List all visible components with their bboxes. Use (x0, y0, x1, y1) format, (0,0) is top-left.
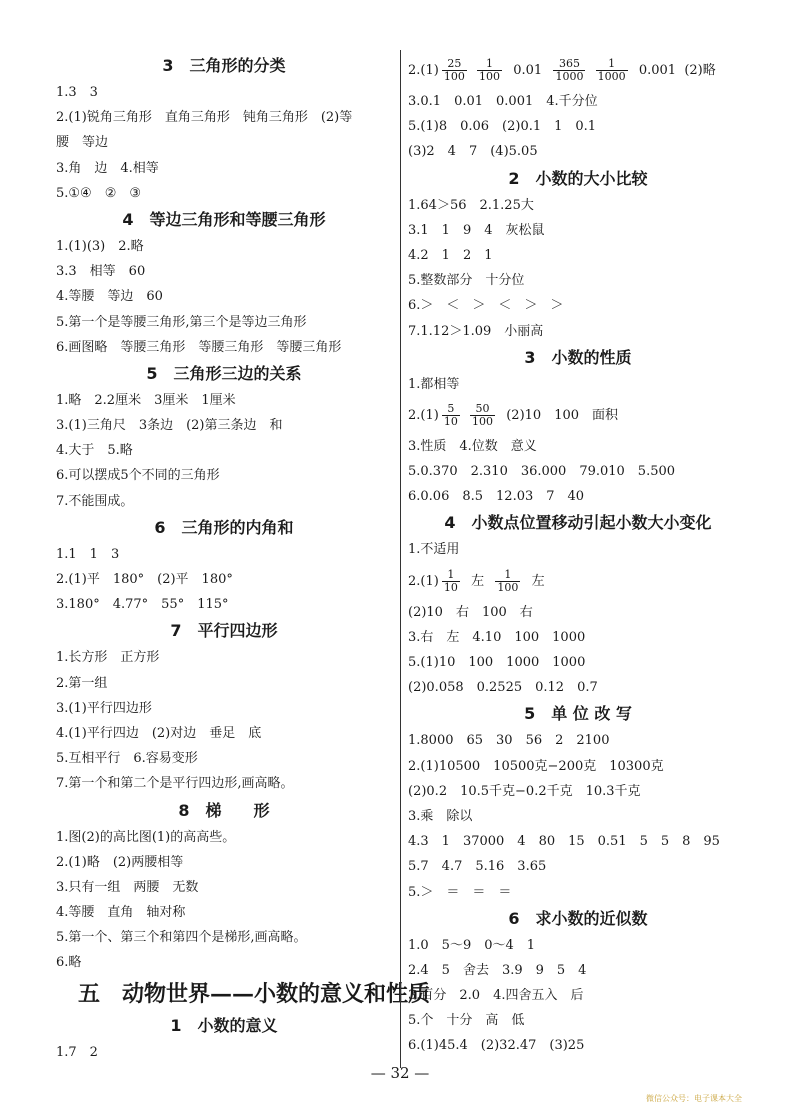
answer-line: 1.都相等 (408, 376, 460, 392)
answer-line: 4.等腰 直角 轴对称 (56, 905, 186, 921)
answer-line: 5.0.370 2.310 36.000 79.010 5.500 (408, 464, 676, 480)
answer-line: 3.3 相等 60 (56, 264, 146, 280)
answer-line: 1.略 2.2厘米 3厘米 1厘米 (56, 392, 236, 408)
answer-text (588, 63, 592, 78)
fraction-numerator: 50 (470, 403, 495, 416)
answer-line: 6.＞ ＜ ＞ ＜ ＞ ＞ (408, 298, 564, 314)
section-title: 8 梯 形 (178, 800, 270, 820)
answer-line: 4.大于 5.略 (56, 443, 133, 459)
answer-line: 7.第一个和第二个是平行四边形,画高略。 (56, 776, 294, 792)
answer-line: 5.①④ ② ③ (56, 185, 142, 201)
answer-line: 2.(1)10500 10500克−200克 10300克 (408, 758, 664, 774)
answer-line: 5.整数部分 十分位 (408, 273, 525, 289)
answer-line: 1.1 1 3 (56, 546, 120, 562)
answer-text: 0.001 (2)略 (630, 63, 716, 78)
answer-line: 3.180° 4.77° 55° 115° (56, 597, 229, 613)
answer-line: (3)2 4 7 (4)5.05 (408, 144, 538, 160)
answer-line: 7.不能围成。 (56, 493, 134, 509)
answer-text: 2.(1) (408, 573, 439, 589)
answer-line: (2)0.058 0.2525 0.12 0.7 (408, 680, 598, 696)
section-title: 2 小数的大小比较 (508, 168, 648, 188)
fraction-denominator: 100 (443, 70, 465, 83)
answer-text: 左 (523, 573, 545, 589)
answer-line: 6.画图略 等腰三角形 等腰三角形 等腰三角形 (56, 339, 342, 355)
unit-title: 五 动物世界——小数的意义和性质 (78, 980, 431, 1007)
section-title: 3 小数的性质 (524, 347, 632, 367)
answer-line: 1.不适用 (408, 542, 460, 558)
answer-line: 5.第一个、第三个和第四个是梯形,画高略。 (56, 930, 307, 946)
answer-line: 5.7 4.7 5.16 3.65 (408, 859, 547, 875)
section-title: 6 三角形的内角和 (154, 517, 294, 537)
section-title: 4 小数点位置移动引起小数大小变化 (444, 513, 712, 533)
fraction-numerator: 365 (553, 58, 585, 71)
answer-text: 左 (462, 573, 493, 589)
fraction-denominator: 100 (471, 414, 493, 428)
section-title: 6 求小数的近似数 (508, 908, 648, 928)
answer-line: 6.略 (56, 955, 82, 971)
answer-line: 3.0.1 0.01 0.001 4.千分位 (408, 94, 598, 109)
answer-line: 1.长方形 正方形 (56, 650, 160, 666)
fraction-denominator: 100 (478, 70, 500, 83)
answer-line (408, 397, 748, 434)
fraction (442, 58, 467, 83)
answer-line: 4.3 1 37000 4 80 15 0.51 5 5 8 95 (408, 834, 720, 850)
fraction (442, 403, 460, 428)
fraction (596, 58, 628, 83)
answer-line: 5.第一个是等腰三角形,第三个是等边三角形 (56, 314, 307, 330)
fraction-numerator: 1 (596, 58, 628, 71)
answer-line: 3.(1)平行四边形 (56, 700, 152, 716)
section-title: 4 等边三角形和等腰三角形 (122, 209, 326, 229)
answer-line (408, 563, 748, 600)
fraction (470, 403, 495, 428)
answer-line: (2)10 右 100 右 (408, 604, 533, 620)
answer-line: 5.(1)10 100 1000 1000 (408, 655, 586, 670)
watermark-text: 微信公众号：电子课本大全 (646, 1094, 742, 1103)
answer-line: 4.2 1 2 1 (408, 247, 493, 263)
answer-line: 6.0.06 8.5 12.03 7 40 (408, 489, 585, 505)
answer-line: 5.个 十分 高 低 (408, 1013, 525, 1029)
answer-line: 7.1.12＞1.09 小丽高 (408, 323, 544, 339)
left-column (56, 52, 431, 1065)
fraction-numerator: 5 (442, 403, 460, 416)
section-title: 5 三角形三边的关系 (146, 363, 302, 383)
fraction-numerator: 1 (442, 569, 460, 582)
answer-line: 1.8000 65 30 56 2 2100 (408, 733, 610, 749)
answer-line: 5.互相平行 6.容易变形 (56, 751, 198, 767)
section-title: 1 小数的意义 (170, 1015, 278, 1035)
fraction-denominator: 1000 (597, 70, 626, 83)
fraction-numerator: 25 (442, 58, 467, 71)
fraction-denominator: 1000 (555, 70, 584, 83)
answer-line: 1.(1)(3) 2.略 (56, 238, 144, 254)
answer-line: 3.性质 4.位数 意义 (408, 438, 537, 454)
fraction-denominator: 10 (443, 414, 458, 428)
fraction-numerator: 1 (477, 58, 502, 71)
fraction (553, 58, 585, 83)
answer-line: 1.图(2)的高比图(1)的高高些。 (56, 829, 236, 845)
answer-line: 2.第一组 (56, 675, 108, 691)
answer-line: 1.7 2 (56, 1044, 98, 1060)
answer-line: 1.64＞56 2.1.25大 (408, 197, 534, 213)
answer-line: 4.(1)平行四边 (2)对边 垂足 底 (56, 725, 262, 741)
answer-line (408, 52, 748, 89)
answer-text: (2)10 100 面积 (497, 407, 619, 423)
section-title: 5 单 位 改 写 (524, 704, 632, 724)
answer-line: 3.右 左 4.10 100 1000 (408, 629, 586, 645)
answer-text: 0.01 (504, 63, 551, 78)
answer-text: 2.(1) (408, 407, 439, 423)
fraction (495, 569, 520, 594)
fraction (477, 58, 502, 83)
fraction (442, 569, 460, 594)
column-divider (400, 50, 401, 1068)
answer-line: 2.(1)平 180° (2)平 180° (56, 572, 233, 587)
answer-text (470, 63, 474, 78)
answer-line: 5.＞ ＝ ＝ ＝ (408, 884, 512, 900)
section-title: 3 三角形的分类 (162, 56, 286, 75)
right-column (408, 52, 748, 1059)
answer-line: 6.可以摆成5个不同的三角形 (56, 468, 220, 484)
answer-text: 2.(1) (408, 63, 439, 78)
answer-line: 3.角 边 4.相等 (56, 160, 159, 176)
answer-line: 1.0 5～9 0～4 1 (408, 937, 536, 953)
answer-line: 3.乘 除以 (408, 808, 473, 824)
answer-line: 6.(1)45.4 (2)32.47 (3)25 (408, 1038, 585, 1054)
answer-line: 2.(1)略 (2)两腰相等 (56, 854, 184, 870)
answer-line: (2)0.2 10.5千克−0.2千克 10.3千克 (408, 783, 641, 799)
fraction-numerator: 1 (495, 569, 520, 582)
answer-line: 4.等腰 等边 60 (56, 289, 163, 305)
fraction-denominator: 100 (497, 580, 519, 594)
fraction-denominator: 10 (443, 580, 458, 594)
answer-line: 3.1 1 9 4 灰松鼠 (408, 222, 545, 238)
page-number: — 32 — (370, 1064, 430, 1082)
answer-line: 2.4 5 舍去 3.9 9 5 4 (408, 962, 587, 978)
answer-line: 3.只有一组 两腰 无数 (56, 879, 199, 895)
answer-line: 3.(1)三角尺 3条边 (2)第三条边 和 (56, 418, 283, 434)
answer-line: 1.3 3 (56, 85, 98, 100)
answer-line: 5.(1)8 0.06 (2)0.1 1 0.1 (408, 119, 597, 135)
answer-line: 腰 等边 (56, 135, 109, 151)
answer-line: 3.百分 2.0 4.四舍五入 后 (408, 988, 584, 1004)
section-title: 7 平行四边形 (170, 621, 278, 641)
answer-text (463, 408, 467, 423)
answer-line: 2.(1)锐角三角形 直角三角形 钝角三角形 (2)等 (56, 110, 353, 126)
